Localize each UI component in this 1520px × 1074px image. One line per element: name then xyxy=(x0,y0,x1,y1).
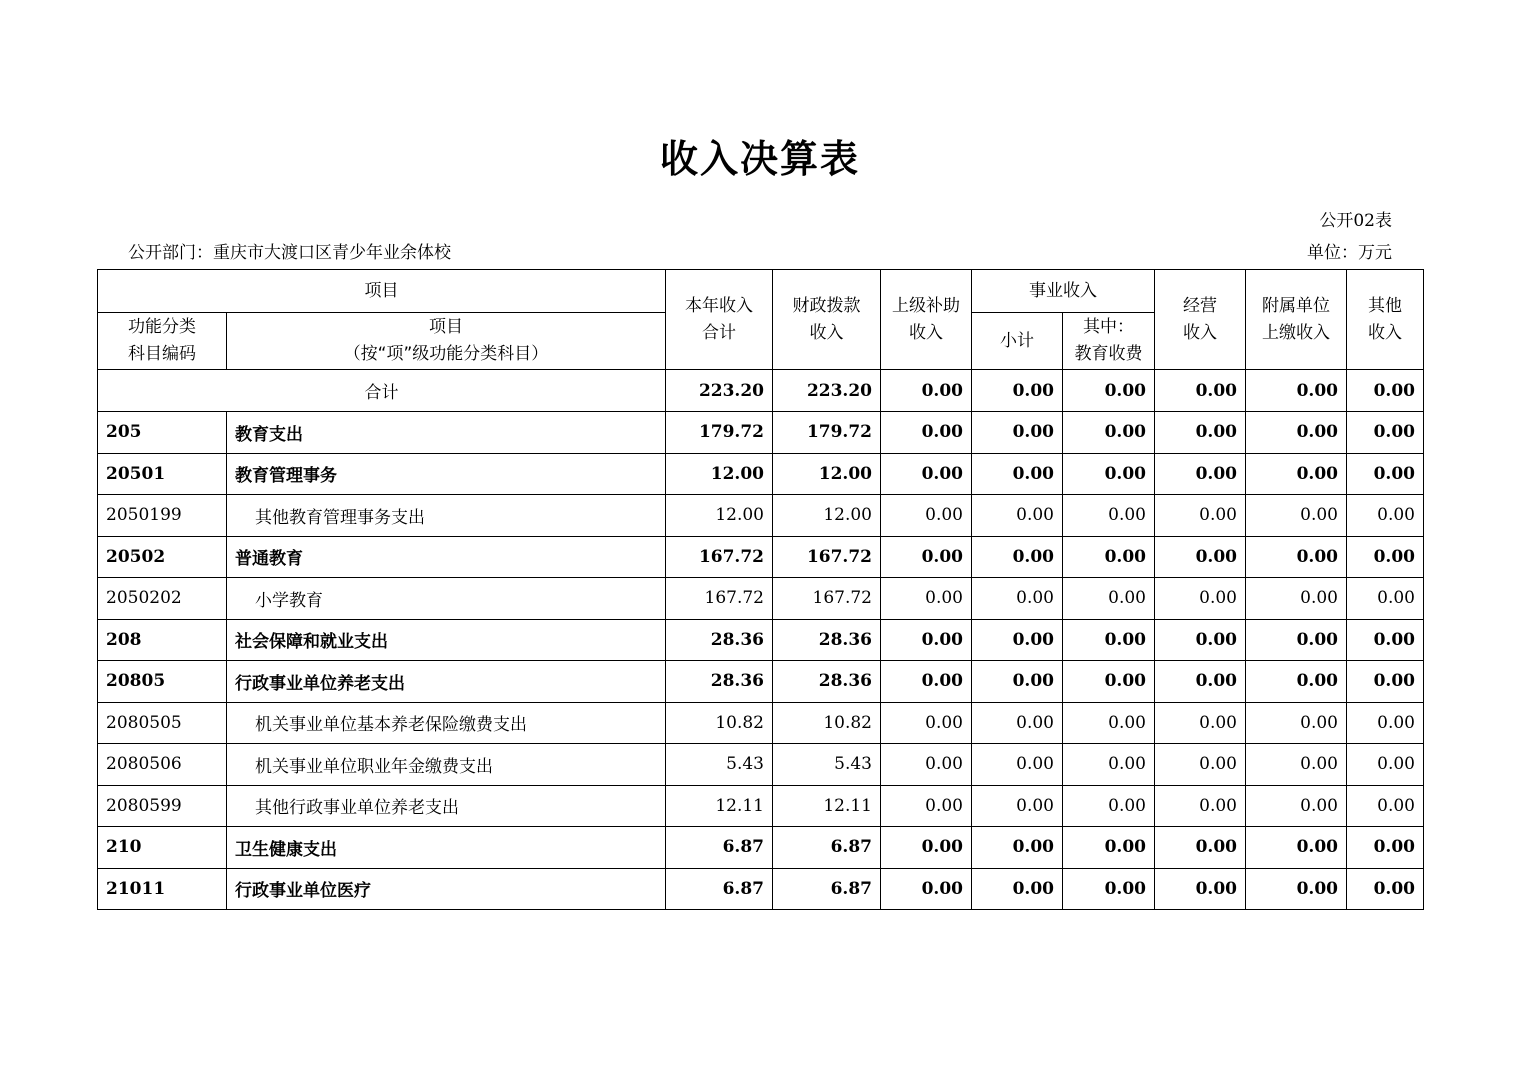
amount-cell: 0.00 xyxy=(1063,744,1155,786)
func-code-cell: 20501 xyxy=(98,453,227,495)
unit-label: 单位：万元 xyxy=(1307,243,1392,263)
func-code-cell: 2050199 xyxy=(98,495,227,537)
func-code-cell: 205 xyxy=(98,412,227,454)
amount-cell: 12.11 xyxy=(666,785,773,827)
total-cell: 0.00 xyxy=(1155,370,1246,412)
amount-cell: 0.00 xyxy=(1063,827,1155,869)
amount-cell: 0.00 xyxy=(1246,702,1347,744)
amount-cell: 0.00 xyxy=(972,619,1063,661)
table-row xyxy=(98,453,1424,495)
amount-cell: 167.72 xyxy=(666,578,773,620)
header-superior: 上级补助 收入 xyxy=(881,270,972,370)
department-label: 公开部门：重庆市大渡口区青少年业余体校 xyxy=(128,243,451,263)
total-cell: 223.20 xyxy=(666,370,773,412)
func-code-cell: 2050202 xyxy=(98,578,227,620)
amount-cell: 6.87 xyxy=(666,827,773,869)
amount-cell: 0.00 xyxy=(1155,702,1246,744)
item-name-cell: 行政事业单位养老支出 xyxy=(227,661,666,703)
amount-cell: 12.00 xyxy=(773,453,881,495)
amount-cell: 0.00 xyxy=(1246,536,1347,578)
total-cell: 0.00 xyxy=(881,370,972,412)
header-affiliated: 附属单位 上缴收入 xyxy=(1246,270,1347,370)
total-cell: 0.00 xyxy=(972,370,1063,412)
amount-cell: 0.00 xyxy=(1347,744,1424,786)
amount-cell: 0.00 xyxy=(1155,495,1246,537)
amount-cell: 12.00 xyxy=(773,495,881,537)
amount-cell: 0.00 xyxy=(1155,661,1246,703)
amount-cell: 0.00 xyxy=(1155,827,1246,869)
amount-cell: 179.72 xyxy=(773,412,881,454)
func-code-cell: 2080505 xyxy=(98,702,227,744)
amount-cell: 0.00 xyxy=(881,536,972,578)
total-cell: 0.00 xyxy=(1246,370,1347,412)
amount-cell: 0.00 xyxy=(1155,536,1246,578)
amount-cell: 0.00 xyxy=(1347,702,1424,744)
amount-cell: 10.82 xyxy=(666,702,773,744)
amount-cell: 12.00 xyxy=(666,453,773,495)
header-operating: 经营 收入 xyxy=(1155,270,1246,370)
func-code-cell: 210 xyxy=(98,827,227,869)
amount-cell: 0.00 xyxy=(1063,661,1155,703)
table-row xyxy=(98,536,1424,578)
amount-cell: 28.36 xyxy=(666,661,773,703)
table-row xyxy=(98,412,1424,454)
amount-cell: 0.00 xyxy=(1063,412,1155,454)
amount-cell: 12.11 xyxy=(773,785,881,827)
amount-cell: 0.00 xyxy=(881,412,972,454)
table-body xyxy=(98,370,1424,910)
amount-cell: 0.00 xyxy=(1347,827,1424,869)
amount-cell: 0.00 xyxy=(1347,661,1424,703)
amount-cell: 0.00 xyxy=(972,744,1063,786)
table-row xyxy=(98,785,1424,827)
header-business-group: 事业收入 xyxy=(972,270,1155,313)
amount-cell: 0.00 xyxy=(881,785,972,827)
amount-cell: 28.36 xyxy=(773,619,881,661)
amount-cell: 0.00 xyxy=(1246,619,1347,661)
total-label: 合计 xyxy=(98,370,666,412)
amount-cell: 0.00 xyxy=(881,495,972,537)
amount-cell: 0.00 xyxy=(1246,661,1347,703)
amount-cell: 0.00 xyxy=(1246,868,1347,910)
amount-cell: 10.82 xyxy=(773,702,881,744)
item-name-cell: 普通教育 xyxy=(227,536,666,578)
amount-cell: 0.00 xyxy=(1347,619,1424,661)
amount-cell: 179.72 xyxy=(666,412,773,454)
form-number: 公开02表 xyxy=(1319,211,1392,231)
amount-cell: 6.87 xyxy=(773,868,881,910)
amount-cell: 0.00 xyxy=(972,412,1063,454)
amount-cell: 0.00 xyxy=(1246,827,1347,869)
total-cell: 0.00 xyxy=(1347,370,1424,412)
amount-cell: 0.00 xyxy=(972,868,1063,910)
amount-cell: 12.00 xyxy=(666,495,773,537)
amount-cell: 0.00 xyxy=(1246,453,1347,495)
amount-cell: 167.72 xyxy=(666,536,773,578)
amount-cell: 0.00 xyxy=(972,702,1063,744)
header-fiscal: 财政拨款 收入 xyxy=(773,270,881,370)
header-func-code: 功能分类 科目编码 xyxy=(98,313,227,370)
item-name-cell: 教育管理事务 xyxy=(227,453,666,495)
item-name-cell: 卫生健康支出 xyxy=(227,827,666,869)
amount-cell: 0.00 xyxy=(1347,536,1424,578)
amount-cell: 0.00 xyxy=(881,744,972,786)
func-code-cell: 20502 xyxy=(98,536,227,578)
table-row xyxy=(98,702,1424,744)
item-name-cell: 其他教育管理事务支出 xyxy=(227,495,666,537)
amount-cell: 6.87 xyxy=(666,868,773,910)
amount-cell: 0.00 xyxy=(881,827,972,869)
amount-cell: 0.00 xyxy=(881,619,972,661)
amount-cell: 0.00 xyxy=(1347,578,1424,620)
table-row xyxy=(98,578,1424,620)
header-total: 本年收入 合计 xyxy=(666,270,773,370)
amount-cell: 0.00 xyxy=(1246,744,1347,786)
amount-cell: 0.00 xyxy=(1347,412,1424,454)
func-code-cell: 208 xyxy=(98,619,227,661)
amount-cell: 0.00 xyxy=(1063,453,1155,495)
table-row xyxy=(98,661,1424,703)
amount-cell: 0.00 xyxy=(1347,453,1424,495)
header-item-name: 项目 （按“项”级功能分类科目） xyxy=(227,313,666,370)
amount-cell: 0.00 xyxy=(1063,785,1155,827)
amount-cell: 0.00 xyxy=(1155,785,1246,827)
header-business-edu: 其中： 教育收费 xyxy=(1063,313,1155,370)
amount-cell: 0.00 xyxy=(1155,578,1246,620)
total-cell: 0.00 xyxy=(1063,370,1155,412)
amount-cell: 0.00 xyxy=(1347,495,1424,537)
amount-cell: 0.00 xyxy=(1155,868,1246,910)
amount-cell: 0.00 xyxy=(1063,619,1155,661)
amount-cell: 6.87 xyxy=(773,827,881,869)
amount-cell: 28.36 xyxy=(773,661,881,703)
amount-cell: 0.00 xyxy=(1246,785,1347,827)
table-row xyxy=(98,868,1424,910)
func-code-cell: 20805 xyxy=(98,661,227,703)
amount-cell: 0.00 xyxy=(972,453,1063,495)
amount-cell: 0.00 xyxy=(972,536,1063,578)
table-row xyxy=(98,619,1424,661)
amount-cell: 0.00 xyxy=(881,868,972,910)
func-code-cell: 2080599 xyxy=(98,785,227,827)
item-name-cell: 行政事业单位医疗 xyxy=(227,868,666,910)
item-name-cell: 小学教育 xyxy=(227,578,666,620)
amount-cell: 0.00 xyxy=(1155,744,1246,786)
amount-cell: 0.00 xyxy=(1347,868,1424,910)
amount-cell: 167.72 xyxy=(773,536,881,578)
amount-cell: 0.00 xyxy=(881,702,972,744)
income-table xyxy=(97,269,1424,910)
total-cell: 223.20 xyxy=(773,370,881,412)
header-item-group: 项目 xyxy=(98,270,666,313)
header-other: 其他 收入 xyxy=(1347,270,1424,370)
amount-cell: 0.00 xyxy=(881,453,972,495)
table-header xyxy=(98,270,1424,370)
amount-cell: 0.00 xyxy=(972,495,1063,537)
func-code-cell: 2080506 xyxy=(98,744,227,786)
amount-cell: 0.00 xyxy=(972,827,1063,869)
header-business-subtotal: 小计 xyxy=(972,313,1063,370)
amount-cell: 0.00 xyxy=(1063,868,1155,910)
amount-cell: 0.00 xyxy=(972,661,1063,703)
amount-cell: 0.00 xyxy=(881,578,972,620)
item-name-cell: 机关事业单位职业年金缴费支出 xyxy=(227,744,666,786)
amount-cell: 0.00 xyxy=(1063,702,1155,744)
amount-cell: 0.00 xyxy=(1063,495,1155,537)
amount-cell: 0.00 xyxy=(1246,495,1347,537)
page-title: 收入决算表 xyxy=(659,137,860,181)
amount-cell: 167.72 xyxy=(773,578,881,620)
amount-cell: 0.00 xyxy=(1063,578,1155,620)
amount-cell: 0.00 xyxy=(972,578,1063,620)
amount-cell: 0.00 xyxy=(1155,453,1246,495)
item-name-cell: 其他行政事业单位养老支出 xyxy=(227,785,666,827)
table-row xyxy=(98,495,1424,537)
total-row xyxy=(98,370,1424,412)
amount-cell: 0.00 xyxy=(1246,578,1347,620)
table-row xyxy=(98,744,1424,786)
amount-cell: 0.00 xyxy=(1155,412,1246,454)
amount-cell: 0.00 xyxy=(972,785,1063,827)
item-name-cell: 教育支出 xyxy=(227,412,666,454)
amount-cell: 0.00 xyxy=(1063,536,1155,578)
item-name-cell: 机关事业单位基本养老保险缴费支出 xyxy=(227,702,666,744)
amount-cell: 0.00 xyxy=(881,661,972,703)
amount-cell: 5.43 xyxy=(666,744,773,786)
amount-cell: 28.36 xyxy=(666,619,773,661)
amount-cell: 5.43 xyxy=(773,744,881,786)
item-name-cell: 社会保障和就业支出 xyxy=(227,619,666,661)
amount-cell: 0.00 xyxy=(1347,785,1424,827)
amount-cell: 0.00 xyxy=(1155,619,1246,661)
func-code-cell: 21011 xyxy=(98,868,227,910)
table-row xyxy=(98,827,1424,869)
amount-cell: 0.00 xyxy=(1246,412,1347,454)
